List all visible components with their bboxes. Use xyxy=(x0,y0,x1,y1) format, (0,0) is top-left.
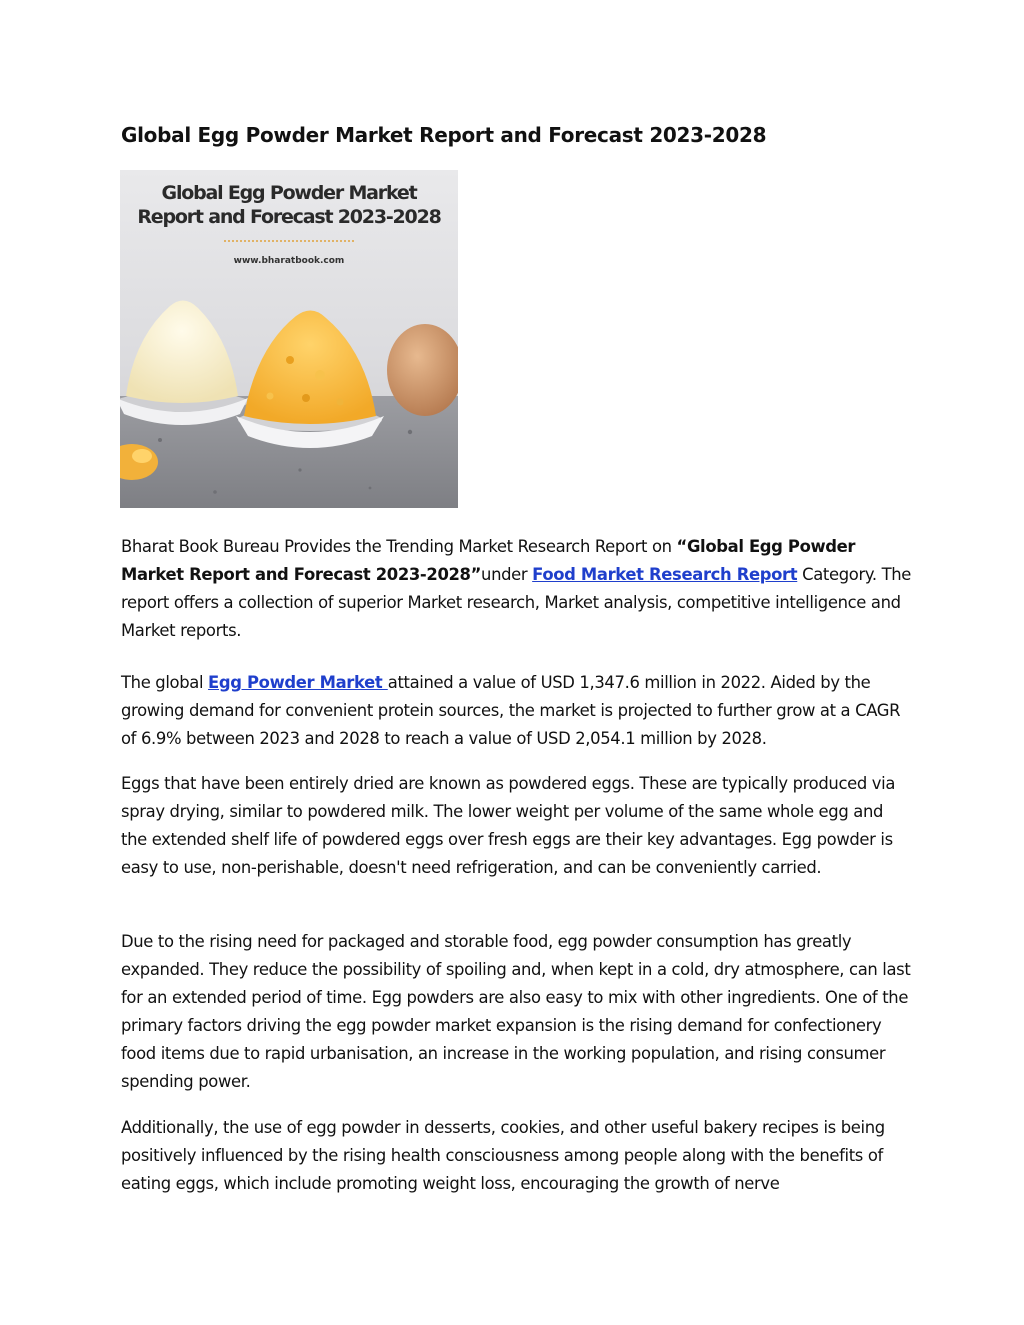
image-url: www.bharatbook.com xyxy=(233,256,345,266)
intro-rest-text: Category. The report offers a collection of superior Market research, Market analysis, competitive intelligence and Market reports. xyxy=(121,565,912,640)
report-name: “Global Egg Powder Market Report and Forecast 2023-2028” xyxy=(121,537,856,584)
market-rest-text: attained a value of USD 1,347.6 million in 2022. Aided by the growing demand for convenient protein sources, the market is projected to further grow at a CAGR of 6.9% between 2023 and 2028 to reach a value of USD 2,054.1 million by 2028. xyxy=(121,673,901,748)
image-title-line2: Report and Forecast 2023-2028 xyxy=(137,206,441,228)
drivers-paragraph: Due to the rising need for packaged and storable food, egg powder consumption has greatly expanded. They reduce the possibility of spoiling and, when kept in a cold, dry atmosphere, can last for an extended period of time. Egg powders are also easy to mix with other ingredients. One of the primary factors driving the egg powder market expansion is the rising demand for confectionery food items due to rapid urbanisation, an increase in the working population, and rising consumer spending power. xyxy=(121,932,911,1091)
report-cover-image xyxy=(120,170,458,508)
food-market-research-report-link[interactable]: Food Market Research Report xyxy=(532,565,798,584)
health-paragraph: Additionally, the use of egg powder in desserts, cookies, and other useful bakery recipes is being positively influenced by the rising health consciousness among people along with the benefits of eating eggs, which include promoting weight loss, encouraging the growth of nerve xyxy=(121,1118,885,1193)
egg-powder-market-link[interactable]: Egg Powder Market xyxy=(208,673,388,692)
definition-paragraph: Eggs that have been entirely dried are known as powdered eggs. These are typically produced via spray drying, similar to powdered milk. The lower weight per volume of the same whole egg and the extended shelf life of powdered eggs over fresh eggs are their key advantages. Egg powder is easy to use, non-perishable, doesn't need refrigeration, and can be conveniently carried. xyxy=(121,774,896,877)
under-text: under xyxy=(481,565,533,584)
page-title: Global Egg Powder Market Report and Forecast 2023-2028 xyxy=(121,123,767,147)
market-value-paragraph xyxy=(121,669,911,753)
intro-paragraph xyxy=(121,533,911,645)
image-title-line1: Global Egg Powder Market xyxy=(161,182,417,204)
intro-text: Bharat Book Bureau Provides the Trending Market Research Report on xyxy=(121,537,677,556)
market-intro-text: The global xyxy=(121,673,209,692)
